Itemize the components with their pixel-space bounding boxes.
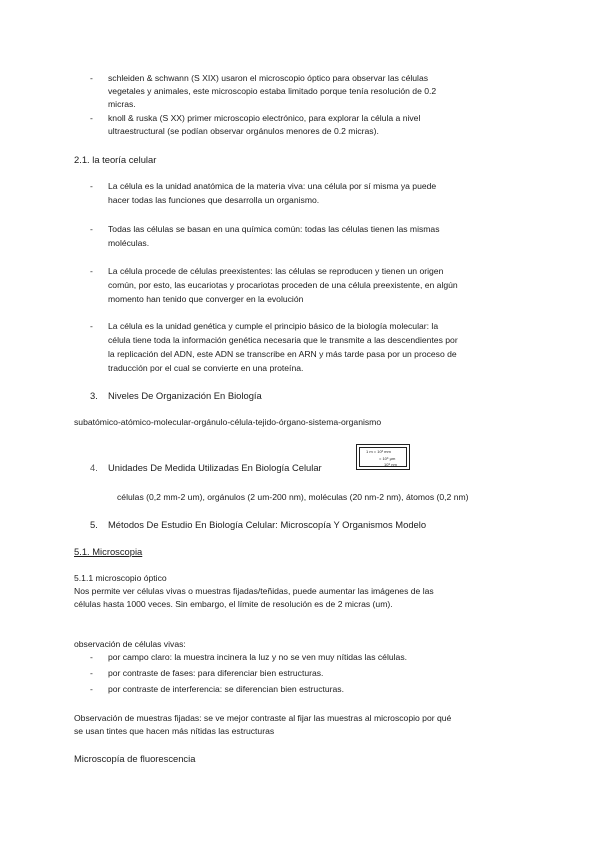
measurement-sizes: células (0,2 mm-2 um), orgánulos (2 um-200 nm), moléculas (20 nm-2 nm), átomos (0,2 nm) xyxy=(117,492,469,502)
history-item1-line3: micras. xyxy=(108,99,136,109)
unit-conversion-box xyxy=(356,444,410,470)
bullet-dash: - xyxy=(90,321,93,331)
bullet-dash: - xyxy=(90,652,93,662)
history-item2-line2: ultraestructural (se podían observar orgánulos menores de 0.2 micras). xyxy=(108,126,379,136)
unit-conversion-inner-frame xyxy=(359,447,407,467)
optical-microscope-intro-line2: células hasta 1000 veces. Sin embargo, el límite de resolución es de 2 micras (um). xyxy=(74,599,393,609)
organization-levels: subatómico-atómico-molecular-orgánulo-célula-tejido-órgano-sistema-organismo xyxy=(74,417,382,427)
section-4-number: 4. xyxy=(90,462,98,473)
conversion-line-1: 1 m = 10³ mm xyxy=(366,449,391,454)
bullet-dash: - xyxy=(90,181,93,191)
cell-theory-item4-line3: la replicación del ADN, este ADN se transcribe en ARN y más tarde pasa por un proceso de xyxy=(108,349,457,359)
section-5-1-heading: 5.1. Microscopia xyxy=(74,546,143,557)
section-5-heading: Métodos De Estudio En Biología Celular: Microscopía Y Organismos Modelo xyxy=(108,519,427,530)
section-4-heading: Unidades De Medida Utilizadas En Biología Celular xyxy=(108,462,322,473)
section-3-heading: Niveles De Organización En Biología xyxy=(108,390,262,401)
fixed-samples-line1: Observación de muestras fijadas: se ve mejor contraste al fijar las muestras al microscopio por qué xyxy=(74,713,452,723)
conversion-line-2: = 10⁶ μm xyxy=(379,456,396,461)
cell-theory-item4-line4: traducción por el cual se convierte en una proteína. xyxy=(108,363,304,373)
conversion-line-3: 10⁹ nm xyxy=(384,462,397,467)
history-item2-line1: knoll & ruska (S XX) primer microscopio electrónico, para explorar la célula a nivel xyxy=(108,113,421,123)
bullet-dash: - xyxy=(90,668,93,678)
bullet-dash: - xyxy=(90,224,93,234)
fluorescence-heading: Microscopía de fluorescencia xyxy=(74,753,196,764)
section-5-number: 5. xyxy=(90,519,98,530)
history-item1-line2: vegetales y animales, este microscopio estaba limitado porque tenía resolución de 0.2 xyxy=(108,86,437,96)
live-cells-heading: observación de células vivas: xyxy=(74,639,186,649)
fixed-samples-line2: se usan tintes que hacen más nítidas las estructuras xyxy=(74,726,275,736)
bullet-dash: - xyxy=(90,113,93,123)
cell-theory-item3-line2: común, por esto, las eucariotas y procariotas proceden de una célula preexistente, en algún xyxy=(108,280,458,290)
bullet-dash: - xyxy=(90,266,93,276)
bullet-dash: - xyxy=(90,73,93,83)
cell-theory-item1-line2: hacer todas las funciones que desarrolla un organismo. xyxy=(108,195,320,205)
live-cells-item-2: por contraste de fases: para diferenciar bien estructuras. xyxy=(108,668,324,678)
cell-theory-item3-line3: momento han tenido que converger en la evolución xyxy=(108,294,304,304)
optical-microscope-intro-line1: Nos permite ver células vivas o muestras fijadas/teñidas, puede aumentar las imágenes de las xyxy=(74,586,434,596)
cell-theory-item4-line2: célula tiene toda la información genética necesaria que le transmite a las descendientes por xyxy=(108,335,458,345)
bullet-dash: - xyxy=(90,684,93,694)
section-2-1-heading: 2.1. la teoría celular xyxy=(74,154,157,165)
section-3-number: 3. xyxy=(90,390,98,401)
history-item1-line1: schleiden & schwann (S XIX) usaron el microscopio óptico para observar las células xyxy=(108,73,429,83)
cell-theory-item3-line1: La célula procede de células preexistentes: las células se reproducen y tienen un origen xyxy=(108,266,444,276)
section-5-1-1-heading: 5.1.1 microscopio óptico xyxy=(74,573,167,583)
live-cells-item-3: por contraste de interferencia: se diferencian bien estructuras. xyxy=(108,684,344,694)
cell-theory-item2-line1: Todas las células se basan en una química común: todas las células tienen las mismas xyxy=(108,224,440,234)
cell-theory-item2-line2: moléculas. xyxy=(108,238,150,248)
live-cells-item-1: por campo claro: la muestra incinera la luz y no se ven muy nítidas las células. xyxy=(108,652,408,662)
cell-theory-item4-line1: La célula es la unidad genética y cumple el principio básico de la biología molecular: la xyxy=(108,321,439,331)
cell-theory-item1-line1: La célula es la unidad anatómica de la materia viva: una célula por sí misma ya puede xyxy=(108,181,437,191)
